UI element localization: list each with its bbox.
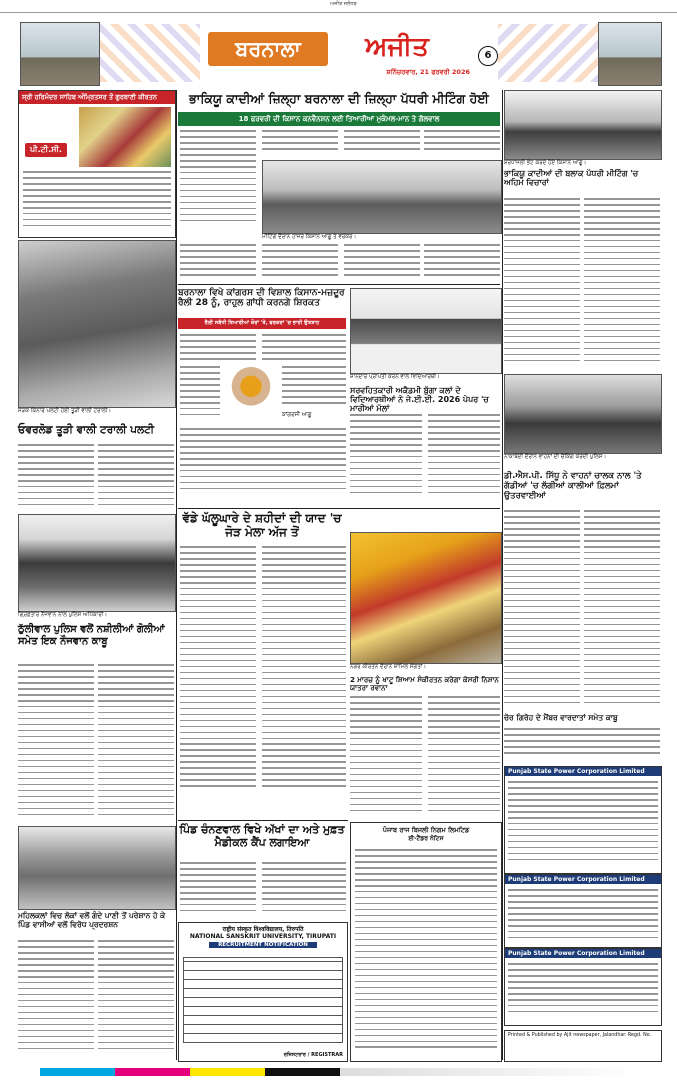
pspcl-ad-2-body [508, 889, 658, 943]
lead-col-2b [262, 244, 338, 284]
row-rule-3 [178, 820, 348, 821]
dsp-caption: ਨਾਕਾਬੰਦੀ ਦੌਰਾਨ ਵਾਹਨਾਂ ਦੀ ਚੈਕਿੰਗ ਕਰਦੀ ਪੁਲਿਸ। [504, 454, 607, 460]
masthead-city: ਬਰਨਾਲਾ [208, 32, 328, 66]
congress-portrait-caption: ਕਾਂਗਰਸੀ ਆਗੂ [282, 412, 312, 418]
tribute-caption: ਸ਼ਰਧਾਂਜਲੀ ਭੇਟ ਕਰਦੇ ਹੋਏ ਕਿਸਾਨ ਆਗੂ। [504, 160, 587, 166]
scholars-col-1 [350, 414, 422, 498]
lead-col-4 [424, 130, 500, 158]
trolley-caption: ਸੜਕ ਕਿਨਾਰੇ ਪਲਟੀ ਹੋਈ ਤੂੜੀ ਵਾਲੀ ਟਰਾਲੀ। [18, 408, 112, 414]
protest-photo [18, 826, 176, 910]
row-rule-1 [178, 284, 500, 285]
police-col-2 [98, 664, 174, 820]
police-headline: ਠੁੱਲੀਵਾਲ ਪੁਲਿਸ ਵਲੋਂ ਨਸ਼ੀਲੀਆਂ ਗੋਲੀਆਂ ਸਮੇਤ ਇਕ ਨੌਜਵਾਨ ਕਾਬੂ [18, 624, 165, 647]
congress-col-2 [262, 334, 346, 364]
trolley-photo [18, 240, 176, 408]
swatch-black [265, 1068, 340, 1076]
dsp-headline: ਡੀ.ਐਸ.ਪੀ. ਸਿੱਧੂ ਨੇ ਵਾਹਨਾਂ ਚਾਲਕ ਨਾਲ 'ਤੇ ਗੱਡੀਆਂ 'ਚ ਲੱਗੀਆਂ ਕਾਲੀਆਂ ਫ਼ਿਲਮਾਂ ਉਤਰਵਾਈਆਂ [504, 471, 642, 501]
swatch-magenta [115, 1068, 190, 1076]
scholars-caption: ਸ਼ਾਨਦਾਰ ਪ੍ਰਾਪਤੀ ਕਰਨ ਵਾਲੇ ਵਿਦਿਆਰਥੀ। [350, 374, 440, 380]
scholars-headline: ਸਰਵਹਿਤਕਾਰੀ ਅਕੈਡਮੀ ਬੁੱਗਾ ਕਲਾਂ ਦੇ ਵਿਦਿਆਰਥੀਆਂ ਨੇ ਜੇ.ਈ.ਈ. 2026 ਪੇਪਰ 'ਚ ਮਾਰੀਆਂ ਮੱਲਾਂ [350, 386, 489, 414]
congress-col-3 [180, 366, 220, 424]
mela-col-2 [262, 546, 346, 796]
swatch-yellow [190, 1068, 265, 1076]
scholars-col-2 [428, 414, 500, 498]
pspcl-ad-2 [504, 874, 662, 948]
masthead-banner [200, 28, 476, 80]
trolley-col-2 [98, 444, 174, 510]
protest-col-1 [18, 940, 94, 1058]
scholars-photo [350, 288, 502, 374]
university-notice: RECRUITMENT NOTIFICATION [209, 942, 317, 948]
procession-caption: ਨਗਰ ਕੀਰਤਨ ਦੌਰਾਨ ਸ਼ਾਮਿਲ ਸੰਗਤਾਂ। [350, 664, 427, 670]
pspcl-ad-1-title: Punjab State Power Corporation Limited [505, 767, 661, 776]
column-rule-1 [176, 90, 177, 1060]
pspcl-ad-1 [504, 766, 662, 874]
swatch-cyan [40, 1068, 115, 1076]
footer-imprint [504, 1030, 662, 1062]
lead-col-3b [344, 244, 420, 284]
gang-headline: ਚੋਰ ਗਿਰੋਹ ਦੇ ਮੈਂਬਰ ਵਾਰਦਾਤਾਂ ਸਮੇਤ ਕਾਬੂ [504, 713, 618, 722]
police-caption: ਗ੍ਰਿਫ਼ਤਾਰ ਨੌਜਵਾਨ ਨਾਲ ਪੁਲਿਸ ਅਧਿਕਾਰੀ। [18, 612, 108, 618]
pspcl-ad-3-body [508, 963, 658, 1021]
congress-headline: ਬਰਨਾਲਾ ਵਿਖੇ ਕਾਂਗਰਸ ਦੀ ਵਿਸ਼ਾਲ ਕਿਸਾਨ-ਮਜ਼ਦੂਰ ਰੈਲੀ 28 ਨੂੰ, ਰਾਹੁਲ ਗਾਂਧੀ ਕਰਨਗੇ ਸ਼ਿਰਕਤ [178, 288, 345, 309]
police-col-1 [18, 664, 94, 820]
trolley-col-1 [18, 444, 94, 510]
ptc-logo: ਪੀ.ਟੀ.ਸੀ. [25, 143, 67, 157]
lead-strap [178, 112, 500, 126]
procession-photo [350, 532, 502, 664]
page-number-badge [478, 46, 498, 66]
congress-col-4 [282, 366, 346, 410]
lead-col-3 [344, 130, 420, 158]
university-advert [178, 922, 348, 1062]
lead-caption: ਮੀਟਿੰਗ ਦੌਰਾਨ ਹਾਜ਼ਰ ਕਿਸਾਨ ਆਗੂ ਤੇ ਵਰਕਰ। [262, 234, 357, 240]
right-top-col-2 [584, 198, 660, 368]
mela-headline: ਵੱਡੇ ਘੱਲੂਘਾਰੇ ਦੇ ਸ਼ਹੀਦਾਂ ਦੀ ਯਾਦ 'ਚ ਜੋੜ ਮੇਲਾ ਅੱਜ ਤੋਂ [182, 511, 342, 539]
dsp-col-1 [504, 510, 580, 710]
footer-imprint-text: Printed & Published by Ajit newspaper, Jalandhar. Regd. No. [508, 1033, 652, 1038]
pspcl-ad-3-title: Punjab State Power Corporation Limited [505, 949, 661, 958]
colour-bar [40, 1068, 640, 1076]
protest-col-2 [98, 940, 174, 1058]
masthead-date: ਸ਼ਨਿੱਚਰਵਾਰ, 21 ਫਰਵਰੀ 2026 [386, 68, 470, 76]
lead-group-photo [262, 160, 502, 234]
dsp-col-2 [584, 510, 660, 710]
slug-text: ਅਜੀਤ ਜਲੰਧਰ [330, 1, 357, 7]
lead-strap-text: 18 ਫਰਵਰੀ ਦੀ ਕਿਸਾਨ ਕਨਵੈਨਸ਼ਨ ਲਈ ਤਿਆਰੀਆਂ ਮੁਕੰਮਲ-ਮਾਨ ਤੇ ਗੋਲਵਾਲ [238, 115, 440, 123]
lead-col-1 [180, 130, 256, 230]
congress-strap-text: ਰੈਲੀ ਸਬੰਧੀ ਤਿਆਰੀਆਂ ਜ਼ੋਰਾਂ 'ਤੇ, ਵਰਕਰਾਂ 'ਚ ਭਾਰੀ ਉਤਸ਼ਾਹ [204, 320, 320, 326]
protest-headline: ਮਹਿਲਕਲਾਂ ਵਿਚ ਲੋਕਾਂ ਵਲੋਂ ਗੰਦੇ ਪਾਣੀ ਤੋਂ ਪਰੇਸ਼ਾਨ ਹੋ ਕੇ ਪਿੰਡ ਵਾਸੀਆਂ ਵਲੋਂ ਵਿਰੋਧ ਪ੍ਰਦਰਸ਼ਨ [18, 911, 166, 929]
university-table [183, 957, 343, 1043]
punjab-notice [350, 822, 502, 1062]
procession-col-2 [428, 696, 500, 816]
punjab-notice-body [355, 849, 497, 1057]
congress-portrait [222, 366, 280, 424]
masthead-photo-left [20, 22, 100, 86]
university-title-hi: राष्ट्रीय संस्कृत विश्वविद्यालय, तिरुपति [222, 926, 304, 933]
ptc-advert [18, 90, 176, 238]
mela-col-1 [180, 546, 256, 796]
right-top-headline: ਭਾਕਿਯੂ ਕਾਦੀਆਂ ਦੀ ਬਲਾਕ ਪੱਧਰੀ ਮੀਟਿੰਗ 'ਚ ਅਹਿਮ ਵਿਚਾਰਾਂ [504, 169, 639, 188]
ptc-advert-title: ਸ੍ਰੀ ਹਰਿਮੰਦਰ ਸਾਹਿਬ ਅੰਮ੍ਰਿਤਸਰ ਤੋਂ ਗੁਰਬਾਣੀ ਕੀਰਤਨ [19, 91, 175, 104]
police-photo [18, 514, 176, 612]
pspcl-ad-1-body [508, 781, 658, 869]
ptc-advert-body [23, 171, 171, 233]
trolley-headline: ਓਵਰਲੋਡ ਤੂੜੀ ਵਾਲੀ ਟਰਾਲੀ ਪਲਟੀ [18, 424, 154, 436]
top-slug-strip [0, 0, 677, 13]
camp-col-2 [262, 862, 346, 918]
congress-col-5 [180, 428, 346, 494]
congress-col-1 [180, 334, 256, 364]
pspcl-ad-3 [504, 948, 662, 1026]
page-number: 6 [484, 50, 492, 61]
university-footer: ਰਜਿਸਟਰਾਰ / REGISTRAR [283, 1052, 343, 1058]
tribute-photo [504, 90, 662, 160]
right-top-col-1 [504, 198, 580, 368]
university-title-en: NATIONAL SANSKRIT UNIVERSITY, TIRUPATI [189, 933, 337, 940]
masthead-paper: ਅਜੀਤ [365, 32, 429, 62]
lead-headline: ਭਾਕਿਯੂ ਕਾਦੀਆਂ ਜ਼ਿਲ੍ਹਾ ਬਰਨਾਲਾ ਦੀ ਜ਼ਿਲ੍ਹਾ ਪੱਧਰੀ ਮੀਟਿੰਗ ਹੋਈ [189, 91, 489, 106]
lead-col-1b [180, 244, 256, 284]
masthead-photo-right [598, 22, 662, 86]
swatch-grey [340, 1068, 640, 1076]
dsp-photo [504, 374, 662, 454]
camp-headline: ਪਿੰਡ ਚੰਨਣਵਾਲ ਵਿਖੇ ਅੱਖਾਂ ਦਾ ਅਤੇ ਮੁਫ਼ਤ ਮੈਡੀਕਲ ਕੈਂਪ ਲਗਾਇਆ [179, 823, 345, 849]
procession-headline: 2 ਮਾਰਚ ਨੂੰ ਖਾਟੂ ਸ਼ਿਆਮ ਸੰਕੀਰਤਨ ਕਰੇਗਾ ਕੇਸਰੀ ਨਿਸ਼ਾਨ ਯਾਤਰਾ ਰਵਾਨਾ [350, 676, 499, 693]
procession-col-1 [350, 696, 422, 816]
lead-col-2 [262, 130, 338, 158]
row-rule-2 [178, 508, 500, 509]
masthead-pattern-right [498, 24, 598, 82]
lead-col-4b [424, 244, 500, 284]
gang-body [504, 728, 660, 758]
camp-col-1 [180, 862, 256, 918]
column-rule-2 [502, 90, 503, 1060]
pspcl-ad-2-title: Punjab State Power Corporation Limited [505, 875, 661, 884]
masthead-pattern-left [100, 24, 200, 82]
congress-strap [178, 318, 346, 329]
punjab-notice-sub: ਈ-ਟੈਂਡਰ ਨੋਟਿਸ [408, 835, 444, 842]
punjab-notice-title: ਪੰਜਾਬ ਰਾਜ ਬਿਜਲੀ ਨਿਗਮ ਲਿਮਟਿਡ [382, 826, 470, 834]
golden-temple-photo [79, 107, 171, 167]
